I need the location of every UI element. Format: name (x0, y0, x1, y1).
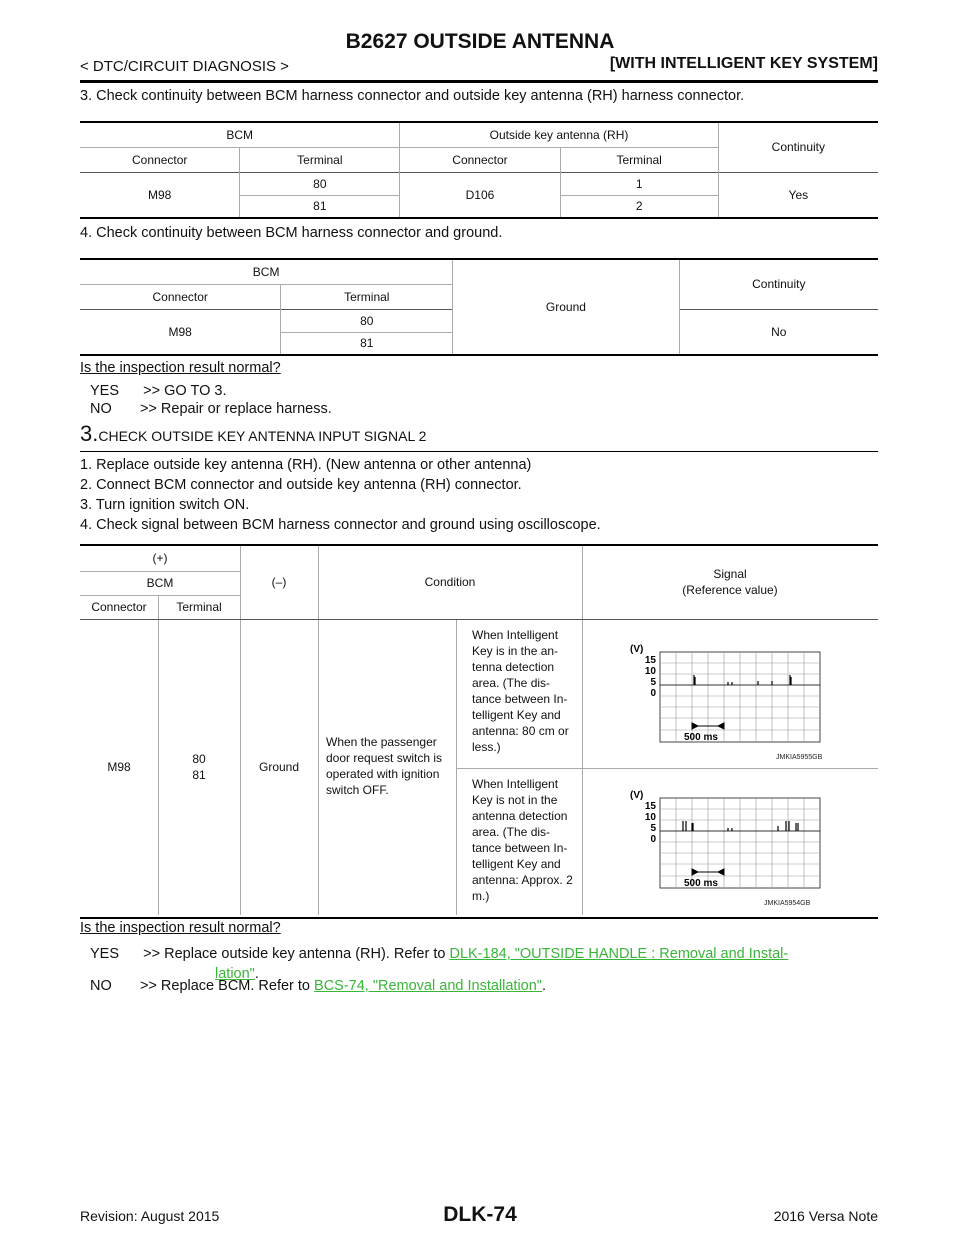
procedure-item: 1. Replace outside key antenna (RH). (New antenna or other antenna) (80, 457, 532, 473)
step4-check-text: 4. Check continuity between BCM harness connector and ground. (80, 225, 503, 241)
bcm-header: BCM (80, 259, 453, 284)
scope-time-label: 500 ms (684, 878, 718, 889)
terminal-cell: 80 (240, 172, 400, 195)
continuity-table-1 (80, 121, 878, 219)
bcm-header: BCM (80, 571, 241, 596)
bcm-header: BCM (80, 122, 400, 147)
ground-cell: Ground (240, 620, 319, 915)
row-divider (456, 768, 878, 769)
scope-unit: (V) (630, 644, 644, 655)
terminal-cell: 2 (560, 195, 718, 218)
continuity-result: No (679, 309, 878, 355)
section-label: < DTC/CIRCUIT DIAGNOSIS > (80, 58, 289, 75)
oscilloscope-waveform-in-range (628, 642, 828, 766)
terminal-cell: 81 (240, 195, 400, 218)
antenna-connector-cell: D106 (400, 172, 560, 218)
ground-cell: Ground (453, 259, 679, 355)
inspection-question: Is the inspection result normal? (80, 360, 281, 376)
no-answer (90, 978, 546, 994)
step-number: 3. (80, 421, 99, 446)
continuity-table-2 (80, 258, 878, 356)
signal-label: Signal (713, 567, 747, 581)
antenna-header: Outside key antenna (RH) (400, 122, 718, 147)
connector-header: Connector (80, 284, 281, 309)
signal-ref-label: (Reference value) (682, 583, 778, 597)
scope-ytick: 10 (644, 666, 656, 677)
system-label: [WITH INTELLIGENT KEY SYSTEM] (609, 55, 878, 72)
yes-answer: YES >> GO TO 3. (90, 383, 227, 399)
scope-ytick: 0 (650, 688, 656, 699)
continuity-result: Yes (788, 187, 809, 202)
bcm-connector-cell: M98 (80, 620, 159, 915)
scope-ytick: 5 (650, 823, 656, 834)
terminal-cell: 81 (281, 332, 453, 355)
terminal-header: Terminal (158, 595, 241, 619)
scope-grid (660, 652, 820, 742)
minus-header: (–) (240, 546, 319, 619)
header-divider (80, 619, 878, 620)
scope-unit: (V) (630, 790, 644, 801)
connector-header: Connector (400, 147, 560, 172)
bcs-74-link[interactable]: BCS-74, "Removal and Installation" (314, 978, 542, 994)
bcm-connector-cell: M98 (80, 172, 240, 218)
col-divider (582, 620, 583, 915)
terminal-header: Terminal (560, 147, 718, 172)
scope-ytick: 5 (650, 677, 656, 688)
oscilloscope-waveform-out-of-range (628, 788, 828, 912)
period: . (541, 978, 546, 994)
no-answer: NO >> Repair or replace harness. (90, 401, 332, 417)
procedure-item: 3. Turn ignition switch ON. (80, 497, 250, 513)
scope-time-label: 500 ms (684, 732, 718, 743)
page-number: DLK-74 (443, 1203, 517, 1226)
inspection-question: Is the inspection result normal? (80, 920, 281, 936)
step-title: CHECK OUTSIDE KEY ANTENNA INPUT SIGNAL 2 (98, 428, 427, 444)
scope-ytick: 0 (650, 834, 656, 845)
terminal-81: 81 (192, 768, 206, 782)
terminal-header: Terminal (281, 284, 453, 309)
terminal-80: 80 (192, 752, 206, 766)
condition-main: When the passenger door request switch is operated with ignition switch OFF. (326, 735, 443, 797)
terminal-header: Terminal (240, 147, 400, 172)
revision-date: Revision: August 2015 (80, 1208, 220, 1224)
condition-header: Condition (318, 546, 583, 619)
condition-out-of-range: When Intelligent Key is not in the antenna detection area. (The dis-tance between In-telligent Key and antenna: Approx. 2 m.) (472, 777, 573, 903)
yes-answer-text: YES >> Replace outside key antenna (RH). Refer to (90, 946, 450, 962)
procedure-item: 2. Connect BCM connector and outside key antenna (RH) connector. (80, 477, 522, 493)
condition-in-range: When Intelligent Key is in the an-tenna detection area. (The dis-tance between In-telligent Key and antenna: 80 cm or less.) (472, 628, 569, 754)
period: . (254, 966, 259, 982)
scope-ytick: 15 (644, 801, 656, 812)
bcm-connector-cell: M98 (80, 309, 281, 355)
page-title: B2627 OUTSIDE ANTENNA (345, 30, 615, 53)
figure-caption: JMKIA5954GB (764, 900, 811, 907)
dlk-184-link-continued[interactable]: lation" (215, 966, 255, 982)
scope-grid (660, 798, 820, 888)
scope-ytick: 10 (644, 812, 656, 823)
header-rule (80, 80, 878, 83)
procedure-list (80, 455, 601, 535)
step-heading (80, 421, 878, 452)
scope-ytick: 15 (644, 655, 656, 666)
continuity-header: Continuity (752, 277, 806, 292)
figure-caption: JMKIA5955GB (776, 754, 823, 761)
dlk-184-link[interactable]: DLK-184, "OUTSIDE HANDLE : Removal and Instal- (449, 946, 789, 962)
connector-header: Connector (80, 147, 240, 172)
terminal-cell: 1 (560, 172, 718, 195)
connector-header: Connector (80, 595, 159, 619)
continuity-header: Continuity (771, 140, 826, 155)
procedure-item: 4. Check signal between BCM harness connector and ground using oscilloscope. (80, 517, 601, 533)
plus-header: (+) (80, 546, 241, 572)
model-year: 2016 Versa Note (773, 1208, 878, 1224)
signal-table (80, 544, 878, 919)
terminal-cell (158, 751, 240, 783)
terminal-cell: 80 (281, 309, 453, 332)
no-answer-text: NO >> Replace BCM. Refer to (90, 978, 315, 994)
step3-check-text: 3. Check continuity between BCM harness connector and outside key antenna (RH) harness connector. (80, 88, 745, 104)
signal-header (582, 566, 878, 598)
